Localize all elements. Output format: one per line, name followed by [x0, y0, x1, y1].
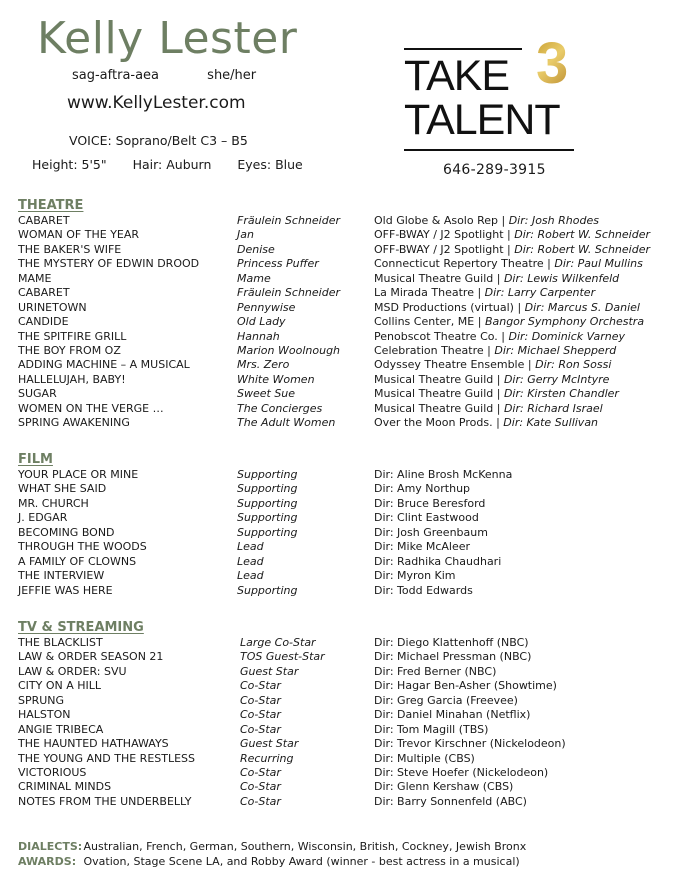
hair: Hair: Auburn [132, 157, 212, 172]
credit-director: Dir: Radhika Chaudhari [374, 554, 502, 568]
credit-director: Dir: Greg Garcia (Freevee) [374, 693, 518, 707]
tv-title: TV & STREAMING [18, 620, 144, 635]
credit-title: CRIMINAL MINDS [18, 780, 112, 794]
tv-credit-row [18, 694, 678, 708]
tv-credit-row [18, 752, 678, 766]
credit-venue: Musical Theatre Guild | [374, 387, 504, 401]
credit-title: THE HAUNTED HATHAWAYS [18, 737, 169, 751]
credit-role: The Adult Women [237, 416, 336, 430]
credit-director: Dir: Dominick Varney [508, 329, 625, 343]
film-section [18, 452, 678, 598]
credit-director: Dir: Ron Sossi [535, 358, 612, 372]
awards-value: Ovation, Stage Scene LA, and Robby Award (winner - best actress in a musical) [83, 855, 520, 868]
credit-venue: Celebration Theatre | [374, 343, 495, 357]
credit-role: Pennywise [237, 300, 296, 314]
credit-role: Large Co-Star [240, 636, 316, 649]
theatre-credit-row [18, 402, 678, 416]
credit-role: Mame [237, 271, 271, 285]
credit-director: Dir: Tom Magill (TBS) [374, 722, 489, 736]
credit-director: Dir: Steve Hoefer (Nickelodeon) [374, 765, 549, 779]
credit-director: Dir: Bruce Beresford [374, 496, 486, 510]
credit-production [374, 315, 644, 329]
credit-director: Dir: Robert W. Schneider [514, 242, 650, 256]
theatre-credit-row [18, 214, 678, 228]
credit-role: Supporting [237, 468, 298, 481]
credit-title: YOUR PLACE OR MINE [18, 468, 139, 481]
credit-director: Dir: Hagar Ben-Asher (Showtime) [374, 679, 557, 693]
credit-venue: OFF-BWAY / J2 Spotlight | [374, 228, 515, 242]
film-credit-row [18, 555, 678, 569]
credit-production [374, 214, 599, 228]
credit-role: Princess Puffer [237, 257, 319, 271]
credit-title: ADDING MACHINE – A MUSICAL [18, 358, 190, 372]
theatre-section [18, 198, 678, 431]
theatre-credit-row [18, 272, 678, 286]
credit-director: Dir: Clint Eastwood [374, 511, 479, 525]
credit-title: URINETOWN [18, 300, 87, 314]
tv-credit-row [18, 679, 678, 693]
credit-venue: Penobscot Theatre Co. | [374, 329, 509, 343]
credit-director: Dir: Diego Klattenhoff (NBC) [374, 636, 529, 649]
credit-role: Jan [237, 228, 254, 242]
tv-credit-row [18, 723, 678, 737]
credit-director: Dir: Josh Greenbaum [374, 525, 488, 539]
credit-title: HALSTON [18, 708, 71, 722]
film-credit-row [18, 540, 678, 554]
credit-director: Dir: Kirsten Chandler [503, 387, 619, 401]
name-heading: Kelly Lester [37, 13, 298, 64]
film-credit-row [18, 482, 678, 496]
credit-director: Dir: Trevor Kirschner (Nickelodeon) [374, 737, 566, 751]
credit-title: CANDIDE [18, 315, 69, 329]
credit-director: Dir: Todd Edwards [374, 583, 473, 597]
credit-title: J. EDGAR [18, 511, 68, 525]
tv-credit-row [18, 665, 678, 679]
credit-role: Supporting [237, 496, 298, 510]
credit-role: Guest Star [240, 737, 299, 751]
credit-title: CITY ON A HILL [18, 679, 102, 693]
credit-title: MAME [18, 271, 52, 285]
credit-role: Co-Star [240, 722, 281, 736]
dialects-value: Australian, French, German, Southern, Wisconsin, British, Cockney, Jewish Bronx [83, 840, 527, 853]
credit-director: Dir: Amy Northup [374, 482, 471, 496]
credit-director: Dir: Fred Berner (NBC) [374, 664, 497, 678]
credit-role: Old Lady [237, 315, 286, 329]
credit-director: Dir: Paul Mullins [554, 257, 643, 271]
logo-talent: TALENT [404, 96, 560, 144]
credit-director: Dir: Richard Israel [503, 401, 603, 415]
credit-title: NOTES FROM THE UNDERBELLY [18, 794, 192, 808]
credit-title: JEFFIE WAS HERE [18, 583, 113, 597]
credit-production [374, 373, 609, 387]
film-credit-row [18, 468, 678, 482]
tv-section [18, 620, 678, 809]
credit-role: Lead [237, 540, 264, 554]
credit-director: Dir: Daniel Minahan (Netflix) [374, 708, 531, 722]
credit-role: Co-Star [240, 794, 281, 808]
credit-venue: Over the Moon Prods. | [374, 416, 504, 430]
credit-role: Co-Star [240, 780, 281, 794]
physical-stats [32, 157, 325, 172]
film-title: FILM [18, 452, 53, 467]
credit-title: THE BOY FROM OZ [18, 343, 121, 357]
credit-role: Supporting [237, 525, 298, 539]
credit-director: Dir: Marcus S. Daniel [524, 300, 640, 314]
tv-credit-row [18, 708, 678, 722]
credit-title: ANGIE TRIBECA [18, 722, 104, 736]
dialects-line [18, 840, 526, 853]
credit-role: Supporting [237, 511, 298, 525]
credit-title: SPRUNG [18, 693, 65, 707]
credit-role: Lead [237, 554, 264, 568]
theatre-credit-row [18, 344, 678, 358]
credit-production [374, 243, 650, 257]
credit-venue: OFF-BWAY / J2 Spotlight | [374, 242, 515, 256]
credit-title: THE INTERVIEW [18, 569, 105, 583]
theatre-credit-row [18, 286, 678, 300]
tv-credit-row [18, 766, 678, 780]
credit-production [374, 228, 650, 242]
credit-director: Bangor Symphony Orchestra [484, 315, 645, 329]
credit-director: Dir: Barry Sonnenfeld (ABC) [374, 794, 527, 808]
credit-role: Co-Star [240, 679, 281, 693]
credit-title: THE BAKER'S WIFE [18, 242, 122, 256]
union-line [72, 68, 256, 83]
credit-title: WHAT SHE SAID [18, 482, 107, 496]
logo-take: TAKE [404, 52, 510, 100]
theatre-credit-row [18, 416, 678, 430]
credit-role: TOS Guest-Star [240, 650, 325, 664]
logo-three: 3 [536, 31, 569, 96]
logo-top-rule [404, 48, 522, 50]
credit-role: Sweet Sue [237, 387, 296, 401]
credit-venue: MSD Productions (virtual) | [374, 300, 525, 314]
theatre-credit-row [18, 358, 678, 372]
credit-director: Dir: Lewis Wilkenfeld [503, 271, 620, 285]
credit-role: Supporting [237, 583, 298, 597]
credit-venue: Connecticut Repertory Theatre | [374, 257, 555, 271]
credit-role: Mrs. Zero [237, 358, 290, 372]
height: Height: 5'5" [32, 157, 107, 172]
agency-phone: 646-289-3915 [443, 162, 546, 178]
credit-role: Fräulein Schneider [237, 286, 340, 300]
credit-role: Marion Woolnough [237, 343, 341, 357]
theatre-credit-row [18, 330, 678, 344]
credit-director: Dir: Michael Pressman (NBC) [374, 650, 532, 664]
awards-line [18, 855, 520, 868]
theatre-credit-row [18, 243, 678, 257]
credit-title: LAW & ORDER SEASON 21 [18, 650, 164, 664]
credit-director: Dir: Gerry McIntyre [503, 372, 610, 386]
credit-title: THE YOUNG AND THE RESTLESS [18, 751, 196, 765]
agency-logo [404, 31, 578, 154]
credit-production [374, 301, 640, 315]
credit-role: White Women [237, 372, 315, 386]
credit-title: THE BLACKLIST [18, 636, 103, 649]
film-credit-row [18, 526, 678, 540]
credit-role: Hannah [237, 329, 280, 343]
credit-title: SUGAR [18, 387, 57, 401]
credit-venue: Musical Theatre Guild | [374, 401, 504, 415]
credit-title: VICTORIOUS [18, 765, 87, 779]
credit-director: Dir: Glenn Kershaw (CBS) [374, 780, 514, 794]
film-credit-row [18, 497, 678, 511]
credit-role: Lead [237, 569, 264, 583]
credit-venue: Old Globe & Asolo Rep | [374, 214, 509, 227]
film-credit-row [18, 569, 678, 583]
credit-director: Dir: Myron Kim [374, 569, 456, 583]
credit-production [374, 387, 619, 401]
credit-director: Dir: Josh Rhodes [508, 214, 599, 227]
credit-title: MR. CHURCH [18, 496, 89, 510]
tv-credit-row [18, 795, 678, 809]
credit-title: CABARET [18, 286, 70, 300]
theatre-credit-row [18, 373, 678, 387]
credit-role: Co-Star [240, 708, 281, 722]
credit-production [374, 416, 598, 430]
credit-title: HALLELUJAH, BABY! [18, 372, 126, 386]
credit-director: Dir: Kate Sullivan [503, 416, 599, 430]
pronouns: she/her [207, 68, 257, 83]
theatre-title: THEATRE [18, 198, 84, 213]
credit-role: The Concierges [237, 401, 323, 415]
credit-role: Denise [237, 242, 275, 256]
credit-production [374, 344, 616, 358]
credit-production [374, 286, 595, 300]
tv-credit-row [18, 737, 678, 751]
theatre-credit-row [18, 228, 678, 242]
credit-role: Co-Star [240, 693, 281, 707]
credit-director: Dir: Mike McAleer [374, 540, 471, 554]
credit-venue: Musical Theatre Guild | [374, 372, 504, 386]
credit-title: THROUGH THE WOODS [18, 540, 147, 554]
theatre-credit-row [18, 315, 678, 329]
eyes: Eyes: Blue [237, 157, 303, 172]
tv-credit-row [18, 636, 678, 650]
credit-director: Dir: Robert W. Schneider [514, 228, 650, 242]
website-link[interactable]: www.KellyLester.com [67, 93, 246, 113]
credit-venue: La Mirada Theatre | [374, 286, 485, 300]
credit-title: WOMAN OF THE YEAR [18, 228, 140, 242]
credit-role: Recurring [240, 751, 294, 765]
credit-production [374, 330, 625, 344]
union-affiliation: sag-aftra-aea [72, 68, 160, 83]
theatre-credit-row [18, 301, 678, 315]
credit-title: WOMEN ON THE VERGE … [18, 401, 164, 415]
credit-production [374, 257, 643, 271]
credit-director: Dir: Aline Brosh McKenna [374, 468, 513, 481]
credit-title: A FAMILY OF CLOWNS [18, 554, 137, 568]
credit-venue: Collins Center, ME | [374, 315, 485, 329]
credit-title: THE MYSTERY OF EDWIN DROOD [18, 257, 200, 271]
theatre-credit-row [18, 257, 678, 271]
voice-range: VOICE: Soprano/Belt C3 – B5 [69, 133, 248, 148]
credit-venue: Odyssey Theatre Ensemble | [374, 358, 536, 372]
credit-director: Dir: Multiple (CBS) [374, 751, 475, 765]
credit-production [374, 402, 603, 416]
logo-bottom-rule [404, 149, 574, 151]
credit-title: SPRING AWAKENING [18, 416, 130, 430]
tv-credit-row [18, 780, 678, 794]
credit-director: Dir: Larry Carpenter [484, 286, 596, 300]
dialects-label: DIALECTS: [18, 840, 83, 853]
credit-title: LAW & ORDER: SVU [18, 664, 127, 678]
credit-title: THE SPITFIRE GRILL [18, 329, 127, 343]
credit-production [374, 358, 611, 372]
credit-role: Supporting [237, 482, 298, 496]
credit-venue: Musical Theatre Guild | [374, 271, 504, 285]
theatre-credit-row [18, 387, 678, 401]
credit-role: Guest Star [240, 664, 299, 678]
credit-title: CABARET [18, 214, 70, 227]
credit-role: Fräulein Schneider [237, 214, 340, 227]
credit-role: Co-Star [240, 765, 281, 779]
film-credit-row [18, 511, 678, 525]
credit-production [374, 272, 619, 286]
awards-label: AWARDS: [18, 855, 77, 868]
film-credit-row [18, 584, 678, 598]
credit-director: Dir: Michael Shepperd [494, 343, 617, 357]
tv-credit-row [18, 650, 678, 664]
credit-title: BECOMING BOND [18, 525, 115, 539]
